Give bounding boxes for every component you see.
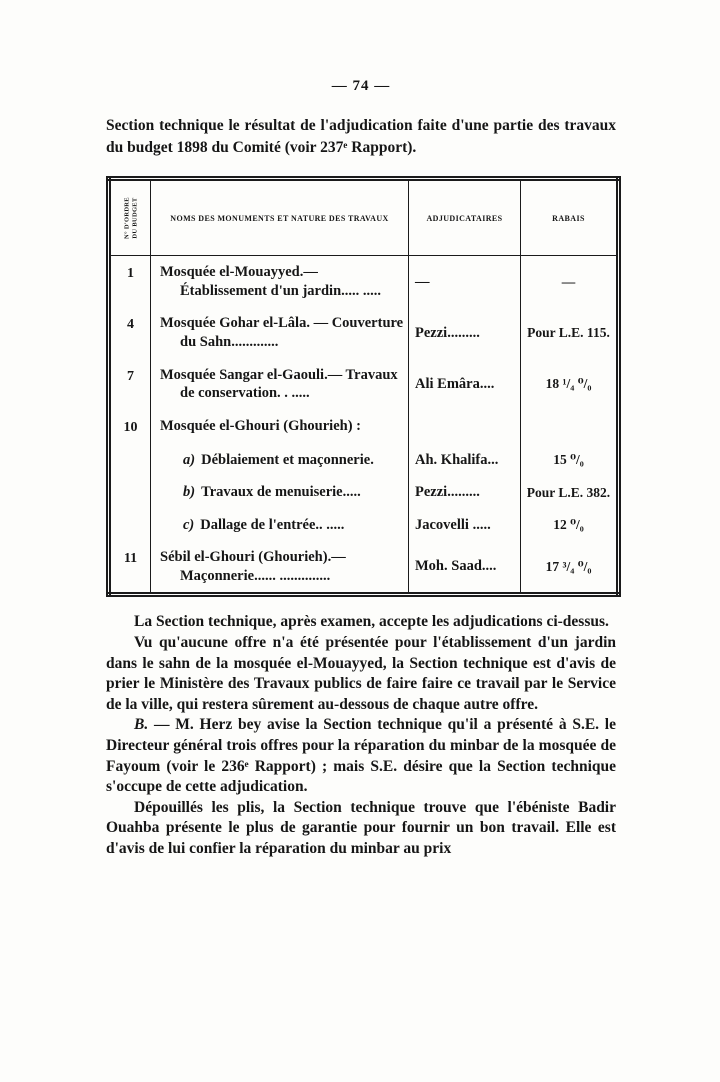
paragraph: Vu qu'aucune offre n'a été présentée pour l'établissement d'un jardin dans le sahn de la mosquée el-Mouayyed, la Section technique est d'avis de prier le Ministère des Travaux publics de faire faire ce travail par le Service de la ville, qui restera sûrement au-dessous de chaque autre offre.: [106, 633, 616, 713]
col-header-order-number: [109, 179, 151, 256]
row-number: 10: [123, 419, 138, 435]
table-row: [109, 509, 619, 542]
rabais-cell: 12 ⁰/₀: [521, 509, 619, 542]
monument-cell: b) Travaux de menuiserie.....: [151, 476, 409, 509]
adjudicataire-cell: Pezzi.........: [409, 476, 521, 509]
row-number: 11: [123, 551, 138, 567]
rabais-cell: 18 ¹/₄ ⁰/₀: [521, 359, 619, 410]
adjudicataire-cell: Jacovelli .....: [409, 509, 521, 542]
page-number: — 74 —: [331, 78, 391, 94]
table-row: [109, 256, 619, 308]
table-row: [109, 359, 619, 410]
paragraph: La Section technique, après examen, accepte les adjudications ci-dessus.: [134, 613, 609, 631]
rabais-cell: 15 ⁰/₀: [521, 444, 619, 477]
monument-cell: a) Déblaiement et maçonnerie.: [151, 444, 409, 477]
row-number: [109, 444, 151, 477]
monument-cell: Mosquée Sangar el-Gaouli.— Travaux de conservation. . .....: [160, 366, 398, 402]
table-row: [109, 444, 619, 477]
rotated-header-text: N° D'ORDRE DU BUDGET: [123, 197, 138, 240]
sub-item-letter: b): [183, 484, 196, 501]
table-row: [109, 410, 619, 444]
monument-cell: Mosquée Gohar el-Lâla. — Couverture du Sahn.............: [160, 315, 404, 351]
rabais-cell: —: [521, 256, 619, 308]
rabais-cell: [521, 410, 619, 444]
table-row: [109, 476, 619, 509]
adjudicataire-cell: Ah. Khalifa...: [409, 444, 521, 477]
rabais-cell: 17 ³/₄ ⁰/₀: [521, 541, 619, 595]
page-content: [106, 78, 616, 860]
col-header-monuments: NOMS DES MONUMENTS ET NATURE DES TRAVAUX: [151, 179, 409, 256]
sub-item-letter: a): [183, 451, 196, 468]
paragraph: B. — M. Herz bey avise la Section technique qu'il a présenté à S.E. le Directeur général trois offres pour la réparation du minbar de la mosquée de Fayoum (voir le 236ᵉ Rapport) ; mais S.E. désire que la Section technique s'occupe de cette adjudication.: [106, 716, 616, 796]
sub-item-letter: c): [183, 516, 195, 533]
paragraph: Dépouillés les plis, la Section technique trouve que l'ébéniste Badir Ouahba présente le plus de garantie pour fournir un bon travail. Elle est d'avis de lui confier la réparation du minbar au prix: [106, 798, 616, 857]
table-row: [109, 541, 619, 595]
rabais-cell: Pour L.E. 382.: [521, 476, 619, 509]
adjudicataire-cell: Pezzi.........: [409, 307, 521, 358]
row-number: [109, 476, 151, 509]
adjudicataire-cell: [409, 410, 521, 444]
intro-paragraph: Section technique le résultat de l'adjudication faite d'une partie des travaux du budget 1898 du Comité (voir 237ᵉ Rapport).: [106, 117, 616, 156]
monument-cell: c) Dallage de l'entrée.. .....: [151, 509, 409, 542]
row-number: 7: [127, 368, 134, 384]
table-header-row: [109, 179, 619, 256]
table-row: [109, 307, 619, 358]
adjudicataire-cell: Moh. Saad....: [409, 541, 521, 595]
adjudicataire-cell: Ali Emâra....: [409, 359, 521, 410]
row-number: [109, 509, 151, 542]
monument-cell: Sébil el-Ghouri (Ghourieh).— Maçonnerie...... ..............: [160, 549, 346, 584]
col-header-adjudicataires: ADJUDICATAIRES: [409, 179, 521, 256]
body-text: [106, 612, 616, 859]
adjudication-table: [106, 176, 621, 597]
row-number: 4: [127, 317, 134, 333]
paragraph-lead: B.: [134, 716, 149, 734]
row-number: 1: [127, 266, 134, 282]
adjudicataire-cell: —: [409, 256, 521, 308]
monument-cell: Mosquée el-Mouayyed.— Établissement d'un jardin..... .....: [160, 264, 382, 299]
col-header-rabais: RABAIS: [521, 179, 619, 256]
rabais-cell: Pour L.E. 115.: [521, 307, 619, 358]
monument-cell: Mosquée el-Ghouri (Ghourieh) :: [160, 417, 361, 434]
